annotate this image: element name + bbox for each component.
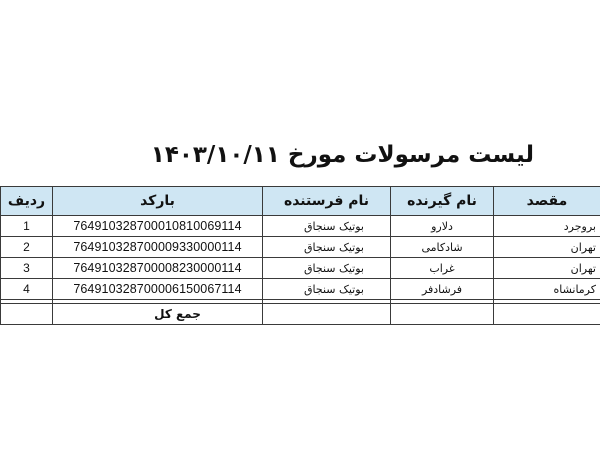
table-row — [1, 258, 600, 279]
header-sender: نام فرستنده — [263, 187, 391, 216]
cell-receiver: غراب — [391, 258, 494, 279]
shipments-table — [0, 186, 600, 325]
cell-radif: 4 — [1, 279, 53, 300]
cell-radif: 3 — [1, 258, 53, 279]
cell-sender: بوتیک سنجاق — [263, 216, 391, 237]
total-empty-cell — [391, 304, 494, 325]
table-row — [1, 279, 600, 300]
cell-sender: بوتیک سنجاق — [263, 258, 391, 279]
cell-barcode: 764910328700010810069114 — [53, 216, 263, 237]
cell-destination: تهران — [494, 258, 600, 279]
total-empty-cell — [263, 304, 391, 325]
table-header-row — [1, 187, 600, 216]
cell-destination: تهران — [494, 237, 600, 258]
cell-receiver: دلارو — [391, 216, 494, 237]
table-row — [1, 237, 600, 258]
cell-receiver: شادکامی — [391, 237, 494, 258]
total-empty-cell — [1, 304, 53, 325]
cell-barcode: 764910328700008230000114 — [53, 258, 263, 279]
cell-receiver: فرشادفر — [391, 279, 494, 300]
total-label: جمع کل — [53, 304, 263, 325]
cell-sender: بوتیک سنجاق — [263, 237, 391, 258]
cell-destination: کرمانشاه — [494, 279, 600, 300]
cell-destination: بروجرد — [494, 216, 600, 237]
table-row — [1, 216, 600, 237]
cell-sender: بوتیک سنجاق — [263, 279, 391, 300]
total-empty-cell — [494, 304, 600, 325]
header-radif: ردیف — [1, 187, 53, 216]
cell-barcode: 764910328700009330000114 — [53, 237, 263, 258]
document-title: لیست مرسولات مورخ ۱۴۰۳/۱۰/۱۱ — [150, 142, 534, 168]
total-row — [1, 304, 600, 325]
cell-radif: 1 — [1, 216, 53, 237]
header-receiver: نام گیرنده — [391, 187, 494, 216]
shipments-table-container — [0, 186, 600, 325]
cell-barcode: 764910328700006150067114 — [53, 279, 263, 300]
cell-radif: 2 — [1, 237, 53, 258]
header-destination: مقصد — [494, 187, 600, 216]
header-barcode: بارکد — [53, 187, 263, 216]
